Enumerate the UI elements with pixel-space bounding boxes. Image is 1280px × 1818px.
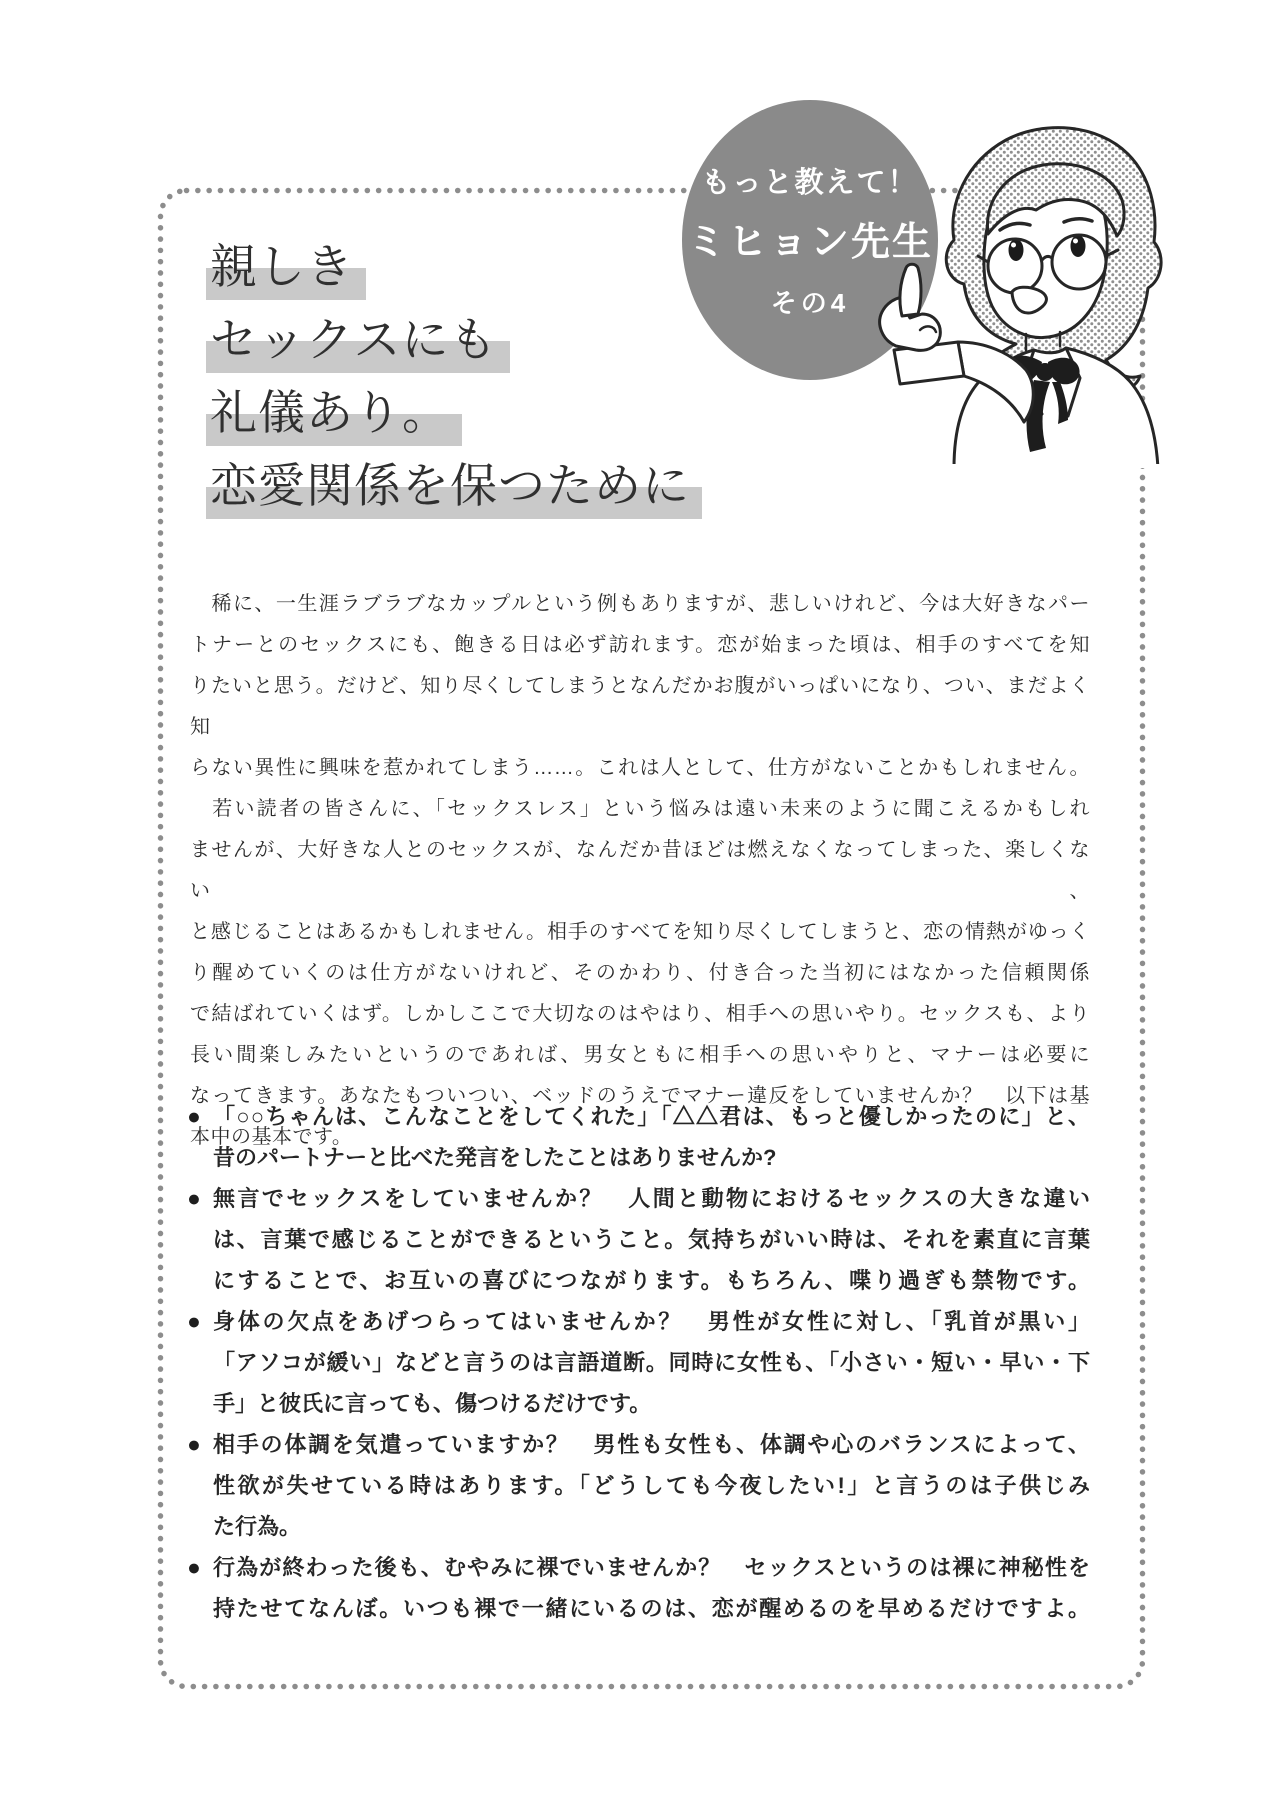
badge-episode: その4 [770,288,850,318]
body-line: トナーとのセックスにも、飽きる日は必ず訪れます。恋が始まった頃は、相手のすべてを知 [190,634,1090,656]
bullet-line: 相手の体調を気遣っていますか？ 男性も女性も、体調や心のバランスによって、 [213,1432,1090,1457]
body-line: ませんが、大好きな人とのセックスが、なんだか昔ほどは燃えなくなってしまった、楽しくない、 [190,839,1090,902]
bullet-marker-icon: ● [187,1103,201,1129]
teacher-character-illustration [866,84,1250,468]
bullet-item [187,1547,1092,1629]
bullet-line: は、言葉で感じることができるということ。気持ちがいい時は、それを素直に言葉 [213,1227,1090,1252]
body-line: りたいと思う。だけど、知り尽くしてしまうとなんだかお腹がいっぱいになり、つい、まだよく知 [190,675,1090,738]
title-line: セックスにも [210,303,690,376]
badge-top-line: もっと教えて！ [701,167,919,199]
bullet-line: 手」と彼氏に言っても、傷つけるだけです。 [213,1391,652,1416]
bullet-item [187,1424,1092,1547]
bullet-line: にすることで、お互いの喜びにつながります。もちろん、喋り過ぎも禁物です。 [213,1268,1090,1293]
bullet-list [187,1096,1092,1629]
body-line: 本中の基本です。 [190,1126,353,1148]
bullet-item [187,1178,1092,1301]
bullet-line: 行為が終わった後も、むやみに裸でいませんか？ セックスというのは裸に神秘性を [213,1555,1090,1580]
bullet-line: 身体の欠点をあげつらってはいませんか？ 男性が女性に対し、「乳首が黒い」 [213,1309,1090,1334]
badge-teacher-name: ミヒョン先生 [686,221,933,264]
body-line: 長い間楽しみたいというのであれば、男女ともに相手への思いやりと、マナーは必要に [190,1044,1090,1066]
bullet-line: 無言でセックスをしていませんか？ 人間と動物におけるセックスの大きな違い [213,1186,1090,1211]
body-line: と感じることはあるかもしれません。相手のすべてを知り尽くしてしまうと、恋の情熱がゆっく [190,921,1090,943]
body-line: 若い読者の皆さんに、「セックスレス」という悩みは遠い未来のように聞こえるかもしれ [190,798,1090,820]
title-line: 恋愛関係を保つために [210,449,690,522]
bullet-item [187,1301,1092,1424]
bullet-line: 「○○ちゃんは、こんなことをしてくれた」「△△君は、もっと優しかったのに」と、 [213,1104,1090,1129]
bullet-line: 昔のパートナーと比べた発言をしたことはありませんか? [213,1145,777,1170]
bullet-line: た行為。 [213,1514,302,1539]
title-line: 親しき [210,230,690,303]
body-line: で結ばれていくはず。しかしここで大切なのはやはり、相手への思いやり。セックスも、より [190,1003,1090,1025]
body-line: 稀に、一生涯ラブラブなカップルという例もありますが、悲しいけれど、今は大好きなパー [190,593,1090,615]
body-line: らない異性に興味を惹かれてしまう……。これは人として、仕方がないことかもしれません。 [190,757,1090,779]
body-line: なってきます。あなたもついつい、ベッドのうえでマナー違反をしていませんか？ 以下は基 [190,1085,1090,1107]
title [210,230,690,522]
bullet-line: 性欲が失せている時はあります。「どうしても今夜したい!」と言うのは子供じみ [213,1473,1090,1498]
index-finger [900,264,921,316]
mouth [1012,287,1046,313]
bullet-marker-icon: ● [187,1185,201,1211]
bullet-line: 「アソコが緩い」などと言うのは言語道断。同時に女性も、「小さい・短い・早い・下 [213,1350,1090,1375]
body-text [190,584,1092,1158]
title-line: 礼儀あり。 [210,376,690,449]
bullet-item [187,1096,1092,1178]
bullet-line: 持たせてなんぼ。いつも裸で一緒にいるのは、恋が醒めるのを早めるだけですよ。 [213,1596,1090,1621]
bullet-marker-icon: ● [187,1308,201,1334]
bullet-marker-icon: ● [187,1431,201,1457]
bullet-marker-icon: ● [187,1554,201,1580]
body-line: り醒めていくのは仕方がないけれど、そのかわり、付き合った当初にはなかった信頼関係 [190,962,1090,984]
